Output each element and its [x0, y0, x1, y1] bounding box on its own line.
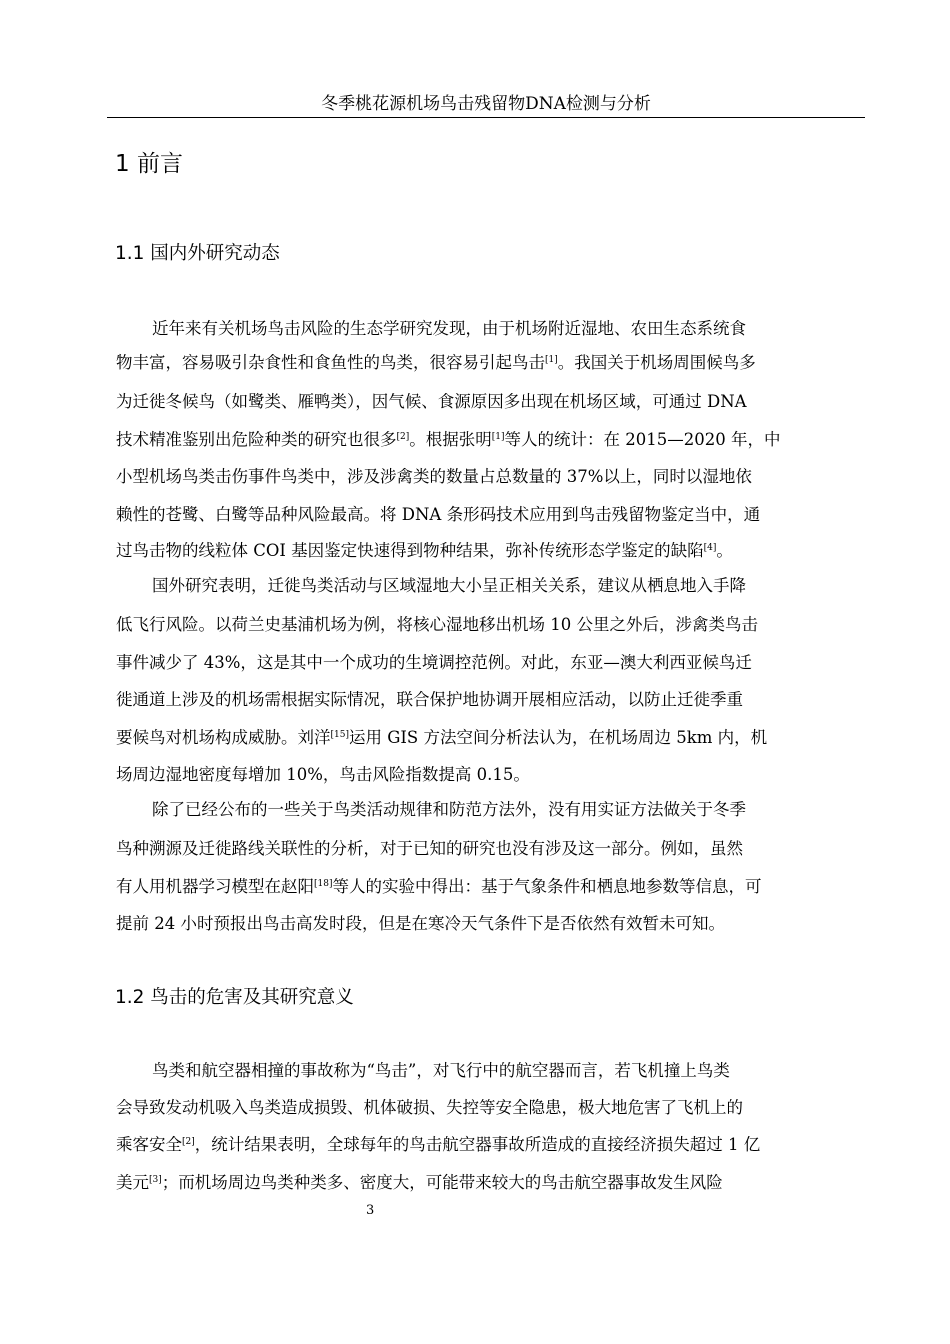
text-run: 。我国关于机场周围候鸟多 [557, 353, 756, 372]
text-run: 技术精准鉴别出危险种类的研究也很多 [116, 430, 397, 449]
text-run: 过鸟击物的线粒体 COI 基因鉴定快速得到物种结果，弥补传统形态学鉴定的缺陷 [116, 541, 704, 560]
text-line [116, 391, 859, 413]
citation-ref: [15] [330, 730, 349, 740]
text-run: 。根据张明 [409, 430, 492, 449]
text-run: 要候鸟对机场构成威胁。刘洋 [116, 728, 331, 747]
citation-ref: [3] [149, 1175, 162, 1185]
text-line [116, 689, 859, 711]
citation-ref: [4] [703, 543, 717, 553]
section-heading-1-1: 1.1 国内外研究动态 [115, 243, 280, 264]
running-header: 冬季桃花源机场鸟击残留物DNA检测与分析 [321, 94, 651, 114]
text-run: ，统计结果表明，全球每年的鸟击航空器事故所造成的直接经济损失超过 1 亿 [194, 1135, 761, 1154]
text-line [116, 838, 859, 860]
text-line [116, 466, 859, 488]
text-run: 提前 24 小时预报出鸟击高发时段，但是在寒冷天气条件下是否依然有效暂未可知。 [116, 914, 725, 933]
text-line [116, 504, 859, 526]
text-run: ；而机场周边鸟类种类多、密度大，可能带来较大的鸟击航空器事故发生风险 [161, 1173, 723, 1192]
text-line [116, 429, 859, 451]
citation-ref: [2] [396, 432, 410, 442]
citation-ref: [1] [545, 355, 558, 365]
text-run: 有人用机器学习模型在赵阳 [116, 877, 314, 896]
section-heading-1-2: 1.2 鸟击的危害及其研究意义 [115, 987, 354, 1008]
text-line [116, 727, 859, 749]
text-run: 低飞行风险。以荷兰史基浦机场为例，将核心湿地移出机场 10 公里之外后，涉禽类鸟击 [116, 615, 758, 634]
text-run: 场周边湿地密度每增加 10%，鸟击风险指数提高 0.15。 [116, 765, 530, 784]
text-run: 鸟类和航空器相撞的事故称为“鸟击”，对飞行中的航空器而言，若飞机撞上鸟类 [152, 1061, 730, 1080]
text-line [152, 1060, 859, 1082]
text-line [116, 614, 859, 636]
text-run: 小型机场鸟类击伤事件鸟类中，涉及涉禽类的数量占总数量的 37%以上，同时以湿地依 [116, 467, 752, 486]
text-run: 事件减少了 43%，这是其中一个成功的生境调控范例。对此，东亚—澳大利西亚候鸟迁 [116, 653, 752, 672]
text-run: 鸟种溯源及迁徙路线关联性的分析，对于已知的研究也没有涉及这一部分。例如，虽然 [116, 839, 743, 858]
text-line [116, 540, 859, 562]
citation-ref: [2] [182, 1137, 195, 1147]
text-run: 乘客安全 [116, 1135, 182, 1154]
text-line [152, 575, 859, 597]
text-run: 等人的实验中得出：基于气象条件和栖息地参数等信息，可 [332, 877, 762, 896]
text-line [152, 318, 859, 340]
text-line [116, 764, 859, 786]
text-line [116, 913, 859, 935]
text-run: 等人的统计：在 2015—2020 年，中 [504, 430, 781, 449]
text-run: 国外研究表明，迁徙鸟类活动与区域湿地大小呈正相关关系，建议从栖息地入手降 [152, 576, 746, 595]
text-run: 徙通道上涉及的机场需根据实际情况，联合保护地协调开展相应活动，以防止迁徙季重 [116, 690, 743, 709]
text-run: 赖性的苍鹭、白鹭等品种风险最高。将 DNA 条形码技术应用到鸟击残留物鉴定当中，通 [116, 505, 761, 524]
text-line [116, 876, 859, 898]
text-line [116, 1134, 859, 1156]
text-run: 为迁徙冬候鸟（如鹭类、雁鸭类），因气候、食源原因多出现在机场区域，可通过 DNA [116, 392, 747, 411]
citation-ref: [18] [314, 879, 333, 889]
text-line [116, 352, 859, 374]
text-run: 会导致发动机吸入鸟类造成损毁、机体破损、失控等安全隐患，极大地危害了飞机上的 [116, 1098, 743, 1117]
text-run: 物丰富，容易吸引杂食性和食鱼性的鸟类，很容易引起鸟击 [116, 353, 545, 372]
text-line [116, 1097, 859, 1119]
text-run: 。 [716, 541, 733, 560]
section-heading-1: 1 前言 [115, 151, 183, 177]
text-line [116, 652, 859, 674]
text-run: 除了已经公布的一些关于鸟类活动规律和防范方法外，没有用实证方法做关于冬季 [152, 800, 746, 819]
page-number: 3 [366, 1203, 375, 1218]
text-line [152, 799, 859, 821]
citation-ref: [1] [491, 432, 505, 442]
text-run: 运用 GIS 方法空间分析法认为，在机场周边 5km 内，机 [348, 728, 768, 747]
header-rule [107, 117, 865, 118]
text-line [116, 1172, 859, 1194]
text-run: 近年来有关机场鸟击风险的生态学研究发现，由于机场附近湿地、农田生态系统食 [152, 319, 746, 338]
text-run: 美元 [116, 1173, 149, 1192]
